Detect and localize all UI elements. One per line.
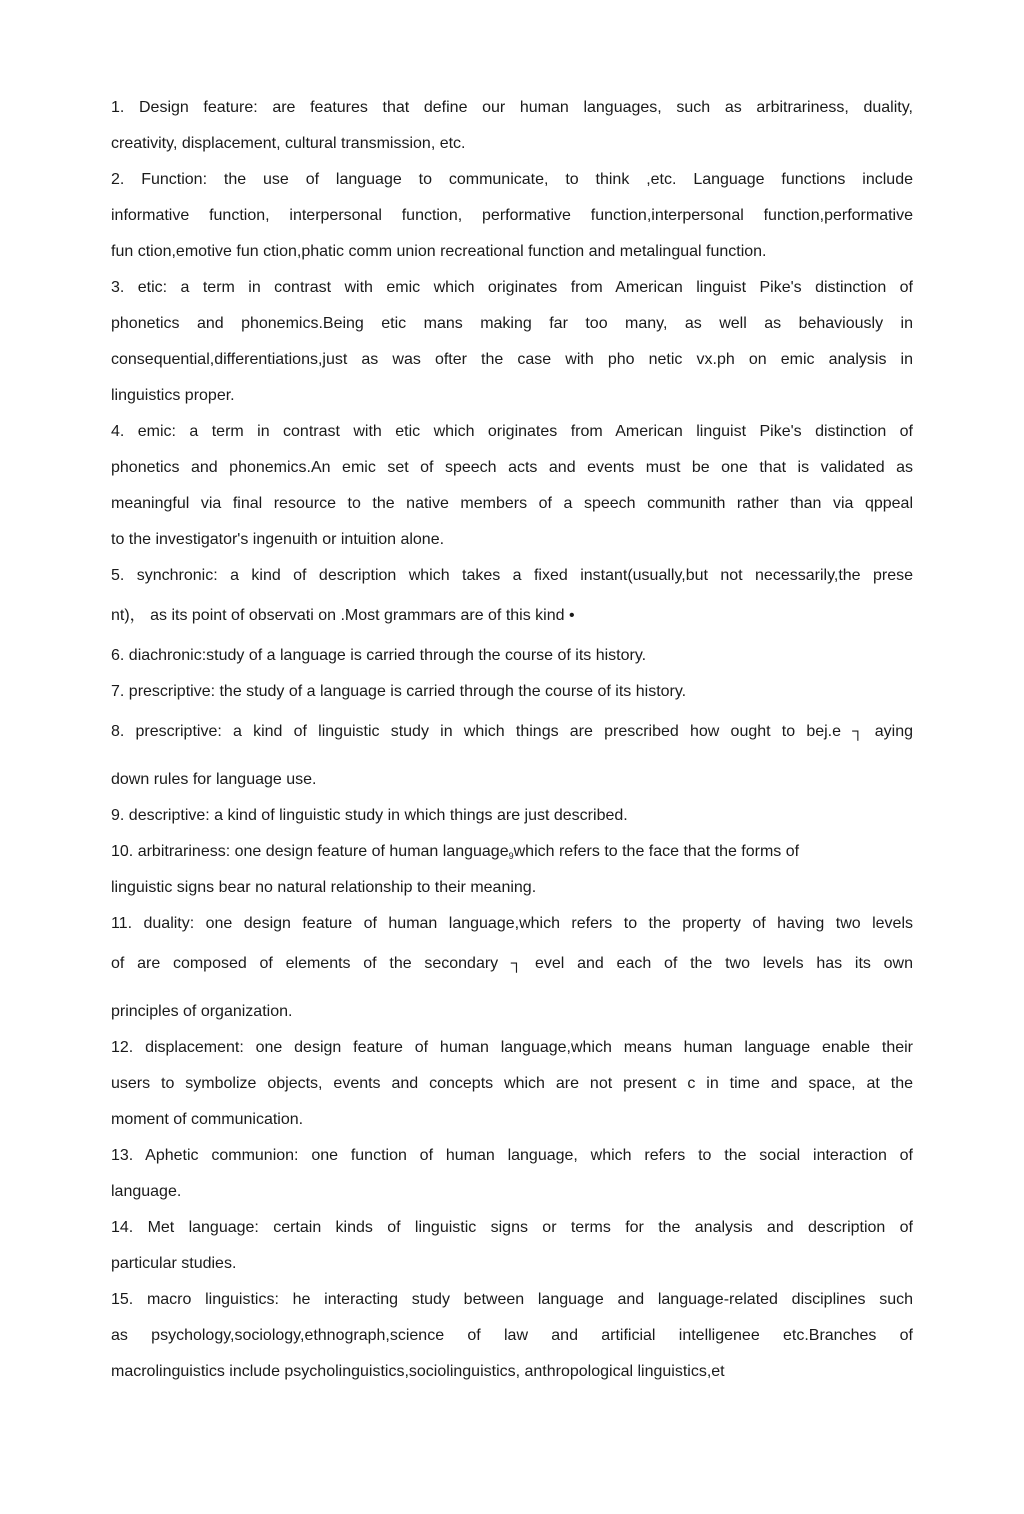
text-line: users to symbolize objects, events and concepts which are not present c in time and space, at the [111,1075,913,1092]
text-line: fun ction,emotive fun ction,phatic comm union recreational function and metalingual function. [111,243,767,260]
text-line: down rules for language use. [111,771,317,788]
text-line: 15. macro linguistics: he interacting study between language and language-related disciplines such [111,1291,913,1308]
text-line: principles of organization. [111,1003,293,1020]
text-line: 14. Met language: certain kinds of linguistic signs or terms for the analysis and description of [111,1219,913,1236]
text-line: creativity, displacement, cultural transmission, etc. [111,135,466,152]
subscript: 9 [508,851,514,861]
document-page [111,90,913,1390]
text-line: consequential,differentiations,just as was ofter the case with pho netic vx.ph on emic analysis in [111,351,913,368]
text-line: 8. prescriptive: a kind of linguistic study in which things are prescribed how ought to bej.e ┐ aying [111,723,913,740]
text-line: of are composed of elements of the secondary ┐ evel and each of the two levels has its own [111,955,913,972]
text-line: 4. emic: a term in contrast with etic which originates from American linguist Pike's distinction of [111,423,913,440]
text-line: language. [111,1183,182,1200]
text-line: 2. Function: the use of language to communicate, to think ,etc. Language functions include [111,171,913,188]
text-line: 9. descriptive: a kind of linguistic study in which things are just described. [111,807,628,824]
text-line: linguistics proper. [111,387,235,404]
text-line: phonetics and phonemics.An emic set of speech acts and events must be one that is validated as [111,459,913,476]
text-line: 3. etic: a term in contrast with emic which originates from American linguist Pike's distinction of [111,279,913,296]
text-line-part: 10. arbitrariness: one design feature of human language$_9$which refers to the face that the forms of [111,843,800,861]
text-line: 6. diachronic:study of a language is carried through the course of its history. [111,647,647,664]
text-line: 1. Design feature: are features that define our human languages, such as arbitrariness, duality, [111,99,913,116]
text-line: 13. Aphetic communion: one function of human language, which refers to the social interaction of [111,1147,913,1164]
text-line: 7. prescriptive: the study of a language is carried through the course of its history. [111,683,687,700]
text-line: particular studies. [111,1255,237,1272]
text-line: 5. synchronic: a kind of description which takes a fixed instant(usually,but not necessarily,the prese [111,567,913,584]
text-line: moment of communication. [111,1111,304,1128]
text-line: 11. duality: one design feature of human language,which refers to the property of having two levels [111,915,913,932]
text-line: informative function, interpersonal function, performative function,interpersonal function,performative [111,207,913,224]
text-line: 12. displacement: one design feature of human language,which means human language enable their [111,1039,913,1056]
text-line: as psychology,sociology,ethnograph,science of law and artificial intelligenee etc.Branches of [111,1327,913,1344]
text-line: phonetics and phonemics.Being etic mans making far too many, as well as behaviously in [111,315,913,332]
text-line: linguistic signs bear no natural relationship to their meaning. [111,879,537,896]
text-line: macrolinguistics include psycholinguistics,sociolinguistics, anthropological linguistics,et [111,1363,725,1380]
text-line: meaningful via final resource to the native members of a speech communith rather than via qppeal [111,495,913,512]
text-line [111,834,913,870]
text-line: nt)， as its point of observati on .Most grammars are of this kind • [111,607,575,624]
text-line: to the investigator's ingenuith or intuition alone. [111,531,445,548]
